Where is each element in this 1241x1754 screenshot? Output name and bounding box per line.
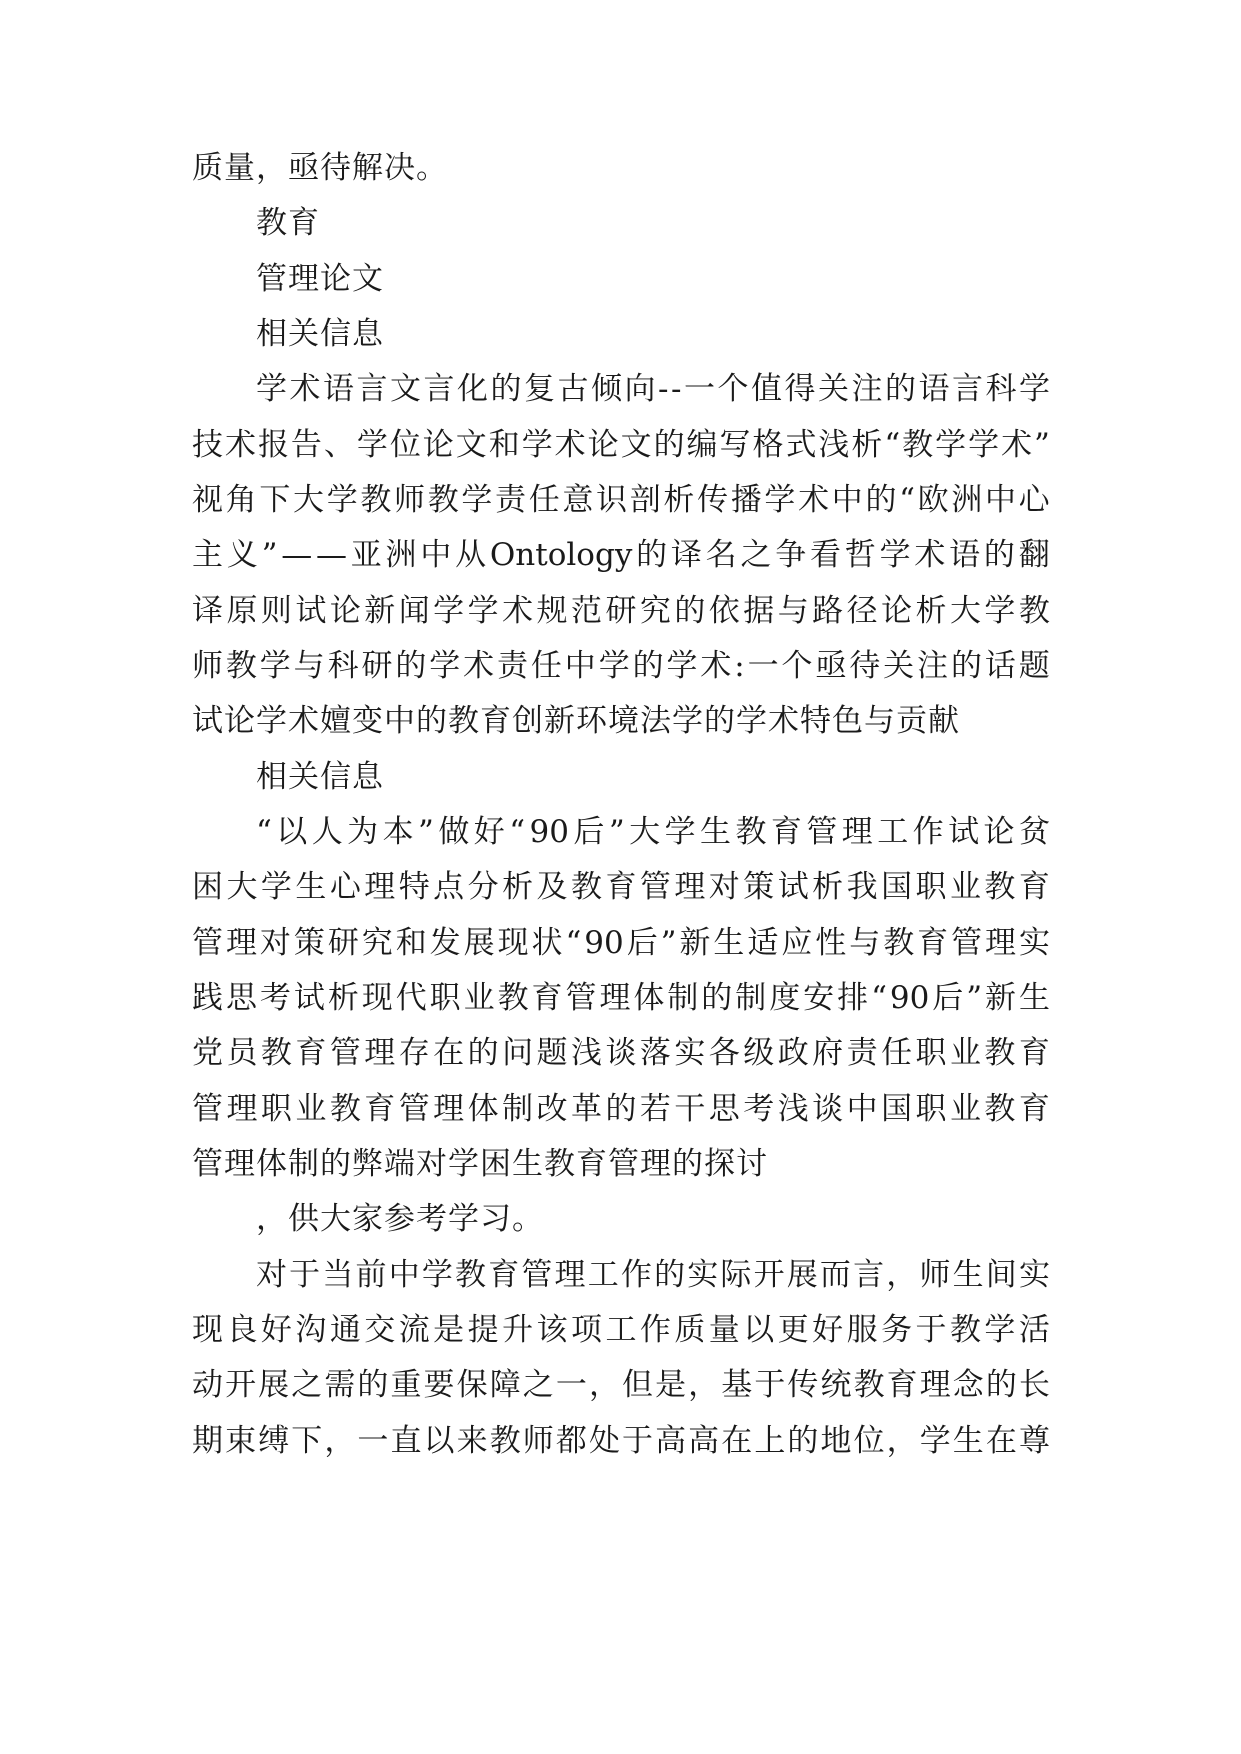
text-line: 师 教 学 与 科 研 的 学 术 责 任 中 学 的 学 术 : 一 个 亟 待 关 注 的 话 题 [192, 648, 1050, 684]
text-line: 学 术 语 言 文 言 化 的 复 古 倾 向 - - 一 个 值 得 关 注 的 语 言 科 学 [256, 371, 1050, 407]
text-line: 试论学术嬗变中的教育创新环境法学的学术特色与贡献 [192, 703, 960, 739]
text-line: 管理论文 [256, 261, 384, 297]
text-line: 译 原 则 试 论 新 闻 学 学 术 规 范 研 究 的 依 据 与 路 径 论 析 大 学 教 [192, 593, 1050, 629]
text-line: 相关信息 [256, 316, 384, 352]
text-line: 视 角 下 大 学 教 师 教 学 责 任 意 识 剖 析 传 播 学 术 中 的 “ 欧 洲 中 心 [192, 482, 1050, 518]
text-line: 动 开 展 之 需 的 重 要 保 障 之 一 ， 但 是 ， 基 于 传 统 教 育 理 念 的 长 [192, 1367, 1050, 1403]
text-line: 对 于 当 前 中 学 教 育 管 理 工 作 的 实 际 开 展 而 言 ， 师 生 间 实 [256, 1257, 1050, 1293]
text-line: 期 束 缚 下 ， 一 直 以 来 教 师 都 处 于 高 高 在 上 的 地 位 ， 学 生 在 尊 [192, 1423, 1050, 1459]
text-line: “ 以 人 为 本 ” 做 好 “ 90 后 ” 大 学 生 教 育 管 理 工 作 试 论 贫 [256, 814, 1050, 850]
text-line: ，供大家参考学习。 [256, 1201, 544, 1237]
text-line: 管 理 对 策 研 究 和 发 展 现 状 “ 90 后 ” 新 生 适 应 性 与 教 育 管 理 实 [192, 925, 1050, 961]
text-line: 教育 [256, 205, 320, 241]
text-line: 管理体制的弊端对学困生教育管理的探讨 [192, 1146, 768, 1182]
text-line: 现 良 好 沟 通 交 流 是 提 升 该 项 工 作 质 量 以 更 好 服 务 于 教 学 活 [192, 1312, 1050, 1348]
text-line: 党 员 教 育 管 理 存 在 的 问 题 浅 谈 落 实 各 级 政 府 责 任 职 业 教 育 [192, 1035, 1050, 1071]
text-line: 管 理 职 业 教 育 管 理 体 制 改 革 的 若 干 思 考 浅 谈 中 国 职 业 教 育 [192, 1091, 1050, 1127]
text-line: 质量，亟待解决。 [192, 150, 448, 186]
text-line: 主 义 ” — — 亚 洲 中 从 Ontology 的 译 名 之 争 看 哲 学 术 语 的 翻 [192, 537, 1050, 573]
text-line: 困 大 学 生 心 理 特 点 分 析 及 教 育 管 理 对 策 试 析 我 国 职 业 教 育 [192, 869, 1050, 905]
text-line: 践 思 考 试 析 现 代 职 业 教 育 管 理 体 制 的 制 度 安 排 “ 90 后 ” 新 生 [192, 980, 1050, 1016]
text-line: 相关信息 [256, 759, 384, 795]
text-line: 技 术 报 告 、 学 位 论 文 和 学 术 论 文 的 编 写 格 式 浅 析 “ 教 学 学 术 ” [192, 427, 1050, 463]
